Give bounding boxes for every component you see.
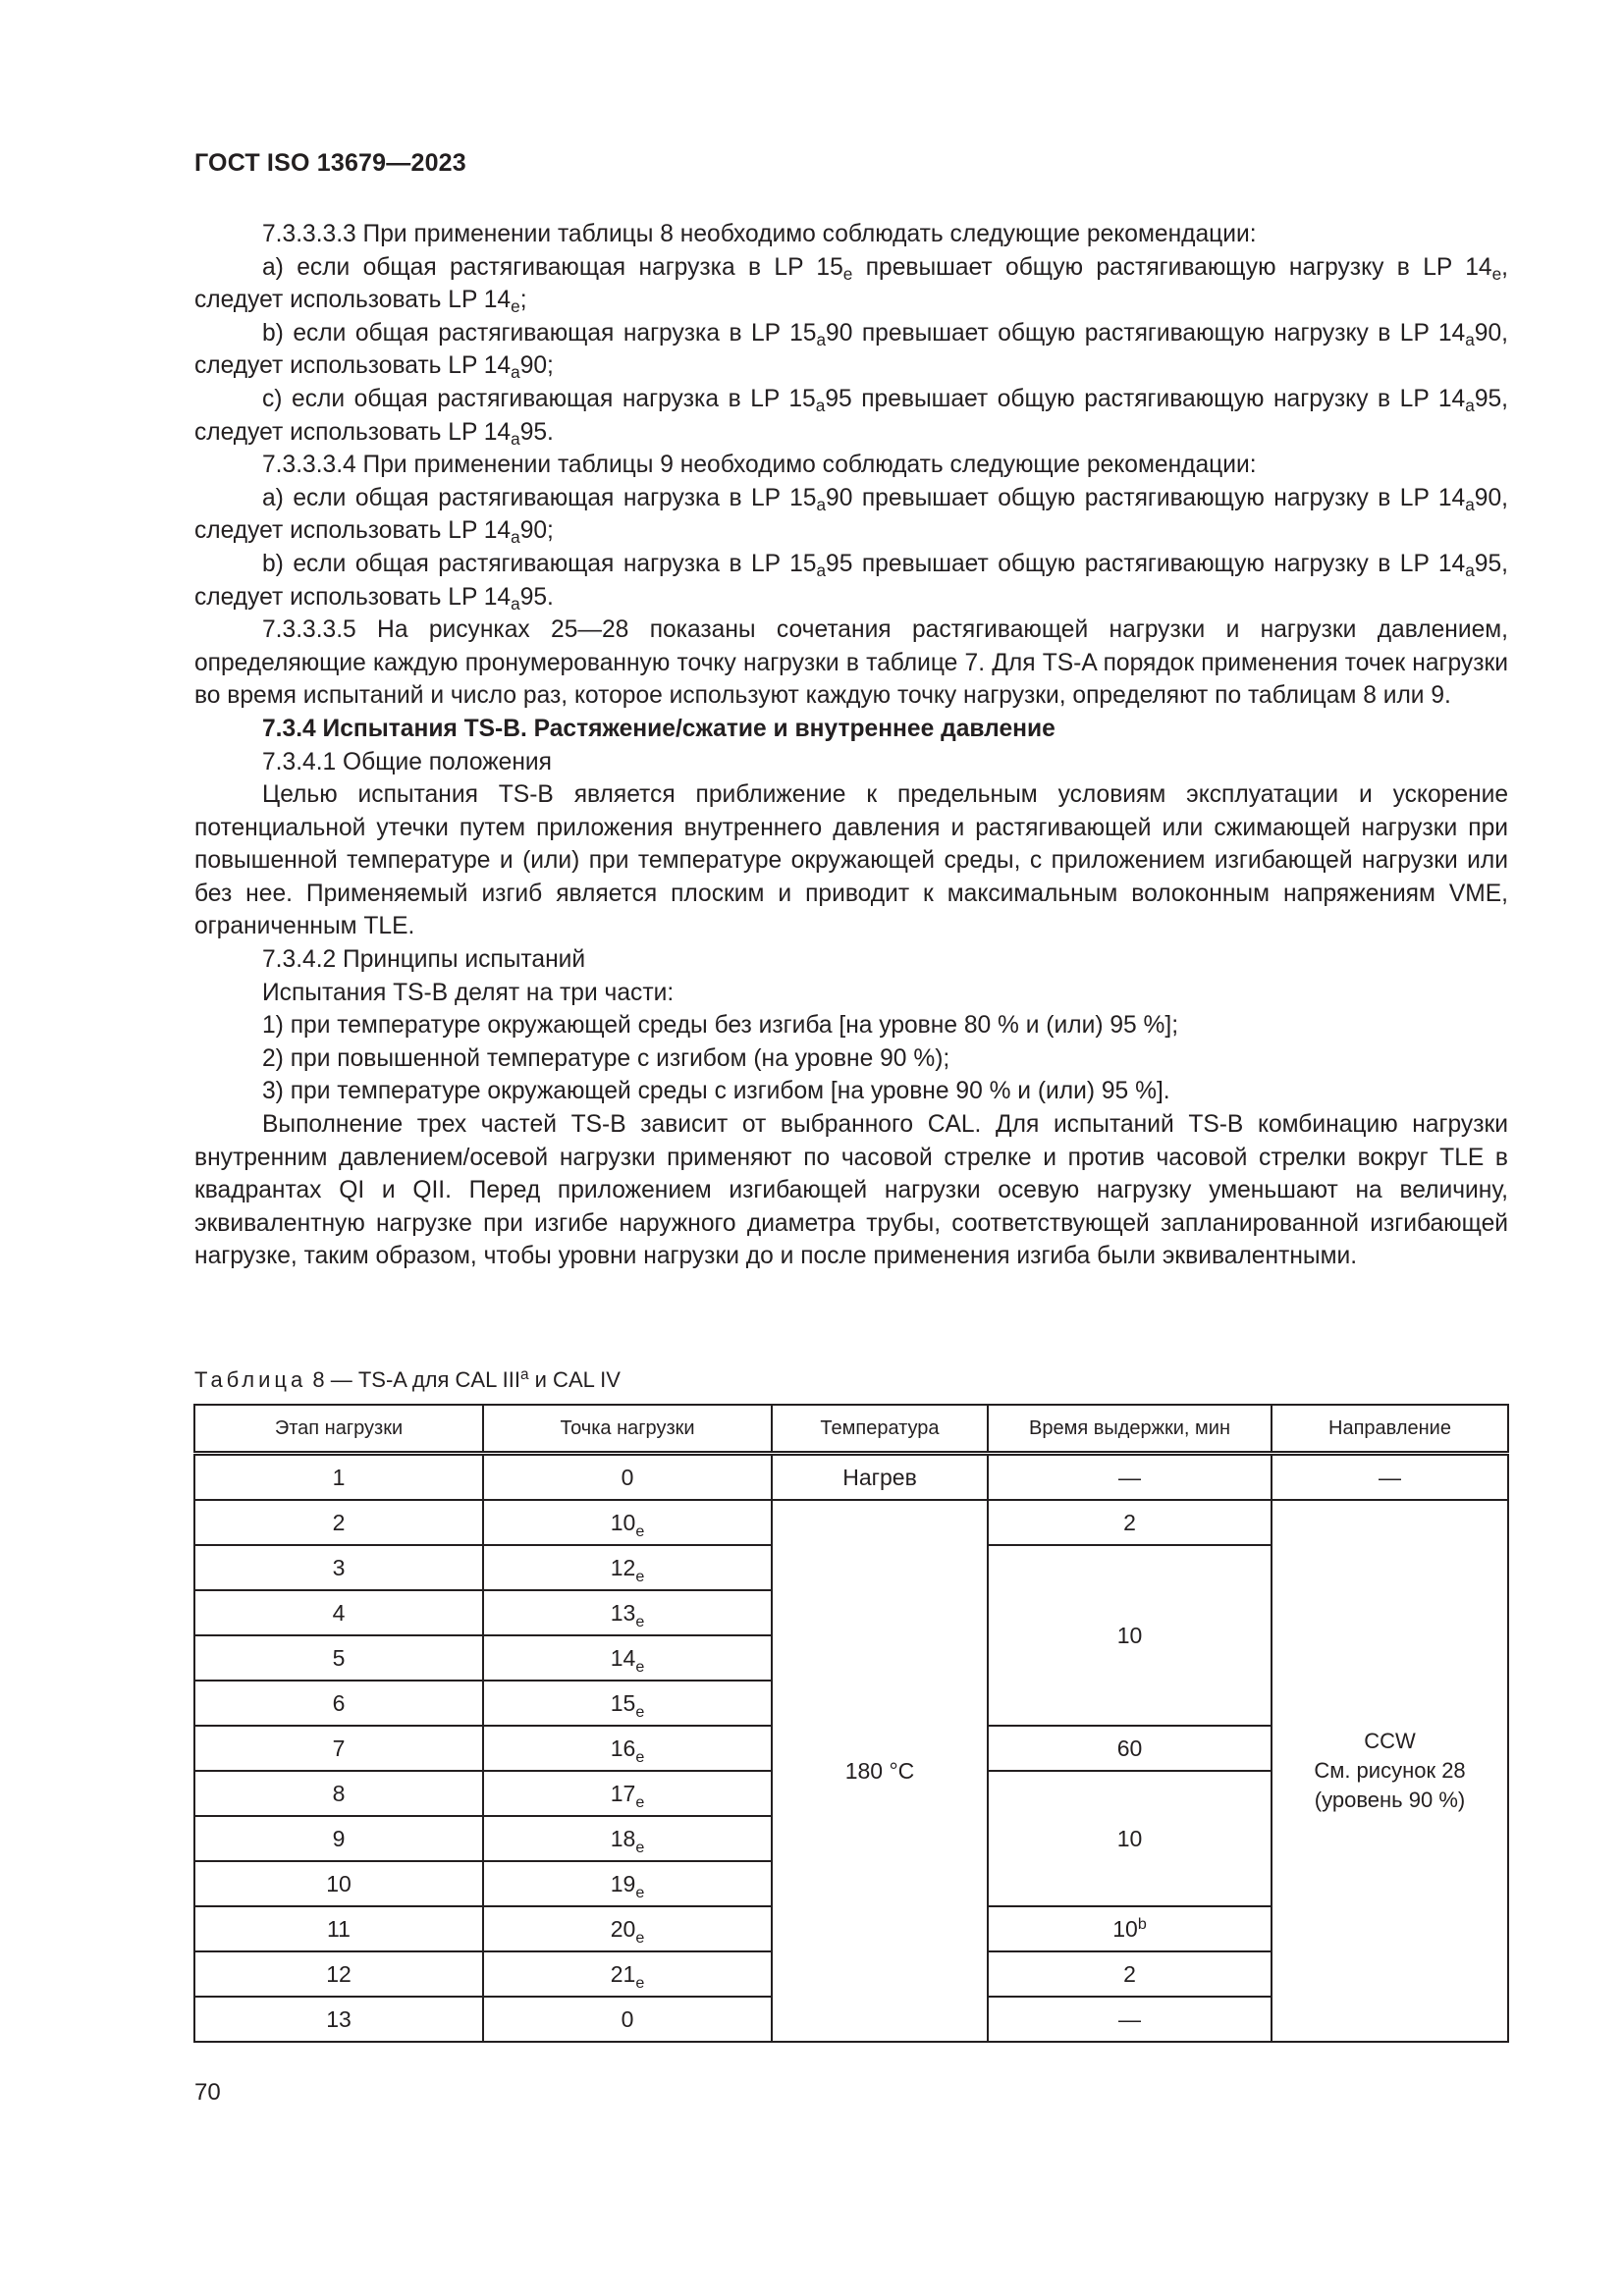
hold-time-cell: 60 [988,1726,1272,1771]
subsection-heading-7-3-4-1: 7.3.4.1 Общие положения [262,748,552,775]
temperature-cell: Нагрев [772,1454,988,1501]
clause-item-b: b) если общая растягивающая нагрузка в LP $15_a90$ превышает общую растягивающую нагрузку в LP $14_a90$, следует использовать LP $14_a90$; [194,319,1508,383]
paragraph-parts-intro: Испытания TS-B делят на три части: [262,979,675,1006]
list-item-part-2: 2) при повышенной температуре с изгибом (на уровне 90 %); [262,1044,950,1072]
point-cell: $10_e$ [483,1500,772,1545]
subsection-heading-7-3-4-2: 7.3.4.2 Принципы испытаний [262,946,586,974]
clause-7-3-3-3-5: 7.3.3.3.5 На рисунках 25—28 показаны сочетания растягивающей нагрузки и нагрузки давлением, определяющие каждую пронумерованную точку нагрузки в таблице 7. Для TS-A порядок применения точек нагрузки во время испытаний и число раз, которое используют каждую точку нагрузки, определяют по таблицам 8 или 9. [194,616,1508,710]
paragraph-execution: Выполнение трех частей TS-B зависит от выбранного CAL. Для испытаний TS-B комбинацию нагрузки внутренним давлением/осевой нагрузки применяют по часовой стрелке и против часовой стрелки вокруг TLE в квадрантах QI и QII. Перед приложением изгибающей нагрузки осевую нагрузку уменьшают на величину, эквивалентную нагрузке при изгибе наружного диаметра трубы, соответствующей запланированной изгибающей нагрузке, таким образом, чтобы уровни нагрузки до и после применения изгиба были эквивалентными. [194,1111,1508,1270]
stage-cell: 5 [194,1635,483,1681]
temperature-merged-cell: 180 °C [772,1500,988,2042]
column-header-temperature: Температура [772,1405,988,1454]
stage-cell: 4 [194,1590,483,1635]
point-cell: $17_e$ [483,1771,772,1816]
paragraph-goal: Целью испытания TS-B является приближение к предельным условиям эксплуатации и ускорение потенциальной утечки путем приложения внутреннего давления и растягивающей или сжимающей нагрузки при повышенной температуре и (или) при температуре окружающей среды, с приложением изгибающей нагрузки или без нее. Применяемый изгиб является плоским и приводит к максимальным волоконным напряжениям VME, ограниченным TLE. [194,781,1508,940]
table-row [194,1454,1508,1501]
direction-cell: — [1272,1454,1508,1501]
column-header-stage: Этап нагрузки [194,1405,483,1454]
table-row [194,1500,1508,1545]
stage-cell: 13 [194,1997,483,2042]
list-item-part-1: 1) при температуре окружающей среды без изгиба [на уровне 80 % и (или) 95 %]; [262,1012,1179,1040]
section-heading-7-3-4: 7.3.4 Испытания TS-B. Растяжение/сжатие и внутреннее давление [262,715,1056,742]
stage-cell: 6 [194,1681,483,1726]
hold-time-merged-cell: 10 [988,1771,1272,1906]
stage-cell: 7 [194,1726,483,1771]
point-cell: 0 [483,1997,772,2042]
clause-7-3-3-3-3: 7.3.3.3.3 При применении таблицы 8 необходимо соблюдать следующие рекомендации: [262,221,1257,247]
column-header-direction: Направление [1272,1405,1508,1454]
stage-cell: 1 [194,1454,483,1501]
hold-time-cell: 2 [988,1951,1272,1997]
load-sequence-table [193,1404,1509,2043]
point-cell: $18_e$ [483,1816,772,1861]
point-cell: 0 [483,1454,772,1501]
clause-7-3-3-3-4: 7.3.3.3.4 При применении таблицы 9 необходимо соблюдать следующие рекомендации: [262,452,1257,479]
stage-cell: 2 [194,1500,483,1545]
stage-cell: 3 [194,1545,483,1590]
point-cell: $21_e$ [483,1951,772,1997]
point-cell: $12_e$ [483,1545,772,1590]
stage-cell: 9 [194,1816,483,1861]
clause-item-a: а) если общая растягивающая нагрузка в LP $15_e$ превышает общую растягивающую нагрузку в LP $14_e$, следует использовать LP $14_e$; [194,253,1508,317]
hold-time-cell: 2 [988,1500,1272,1545]
hold-time-cell: — [988,1997,1272,2042]
page-number: 70 [194,2079,221,2106]
direction-merged-cell: CCW См. рисунок 28 (уровень 90 %) [1272,1500,1508,2042]
point-cell: $20_e$ [483,1906,772,1951]
column-header-hold-time: Время выдержки, мин [988,1405,1272,1454]
column-header-point: Точка нагрузки [483,1405,772,1454]
hold-time-cell: 10$^b$ [988,1906,1272,1951]
point-cell: $13_e$ [483,1590,772,1635]
stage-cell: 10 [194,1861,483,1906]
table-header-row [194,1405,1508,1454]
clause-item-b: b) если общая растягивающая нагрузка в LP $15_a95$ превышает общую растягивающую нагрузку в LP $14_a95$, следует использовать LP $14_a95$. [194,550,1508,614]
point-cell: $14_e$ [483,1635,772,1681]
point-cell: $19_e$ [483,1861,772,1906]
point-cell: $16_e$ [483,1726,772,1771]
clause-item-a: а) если общая растягивающая нагрузка в LP $15_a90$ превышает общую растягивающую нагрузку в LP $14_a90$, следует использовать LP $14_a90$; [194,484,1508,548]
table-caption: Таблица 8 — TS-A для CAL III$^a$ и CAL IV [194,1366,621,1392]
point-cell: $15_e$ [483,1681,772,1726]
stage-cell: 11 [194,1906,483,1951]
hold-time-cell: — [988,1454,1272,1501]
body-text [194,218,1508,1273]
hold-time-merged-cell: 10 [988,1545,1272,1726]
stage-cell: 8 [194,1771,483,1816]
list-item-part-3: 3) при температуре окружающей среды с изгибом [на уровне 90 % и (или) 95 %]. [262,1078,1170,1105]
clause-item-c: с) если общая растягивающая нагрузка в LP $15_a95$ превышает общую растягивающую нагрузку в LP $14_a95$, следует использовать LP $14_a95$. [194,385,1509,449]
stage-cell: 12 [194,1951,483,1997]
document-header: ГОСТ ISO 13679—2023 [194,149,466,177]
